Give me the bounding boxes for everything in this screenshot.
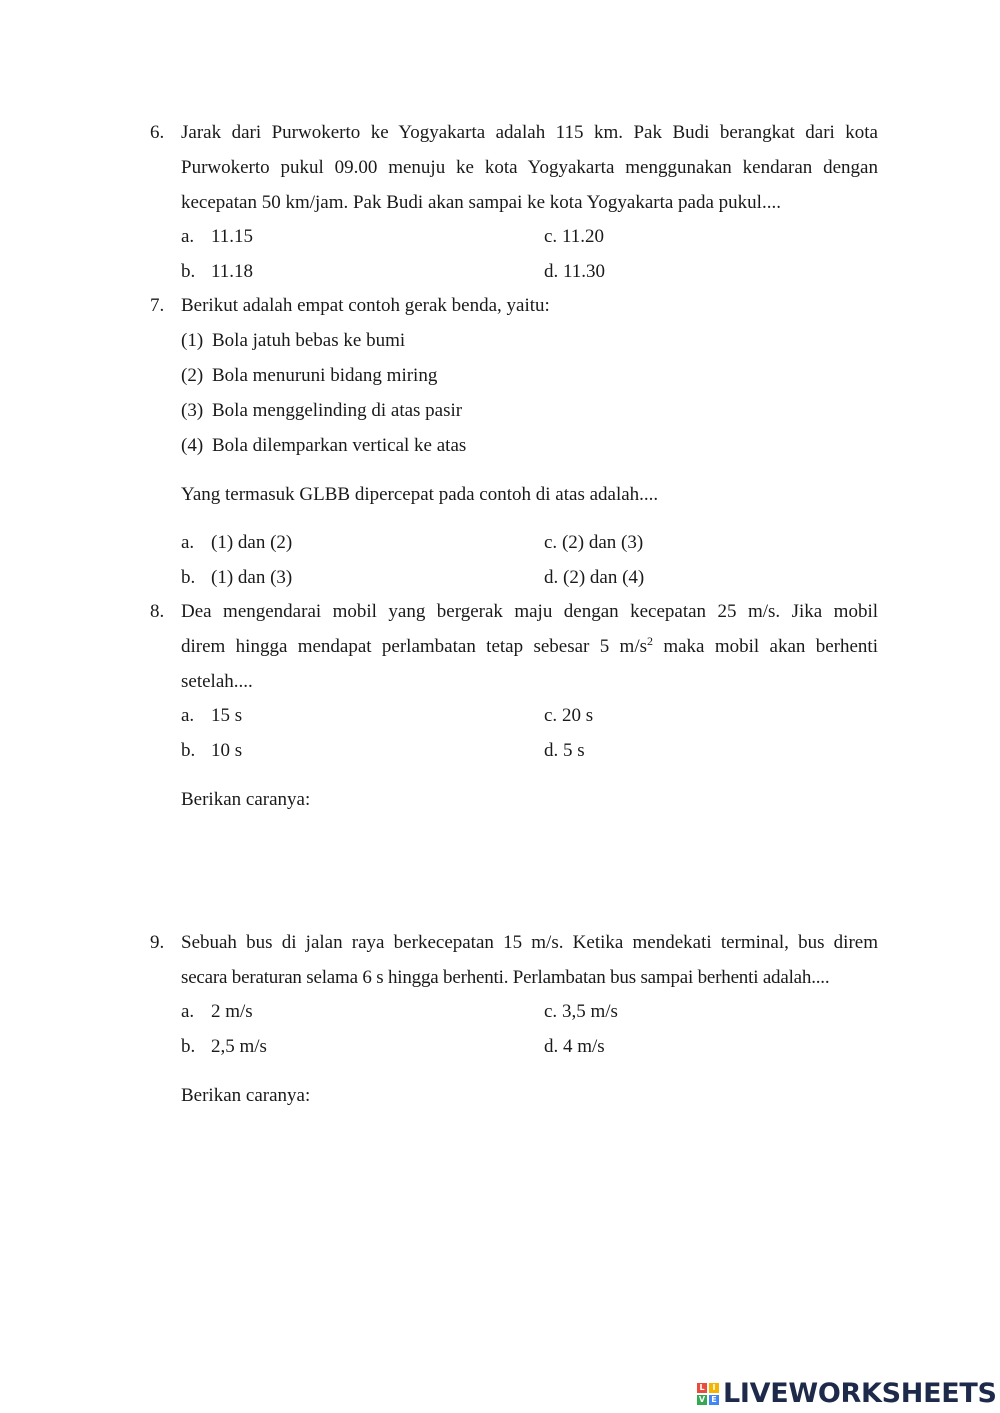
logo-cell: V [698, 1395, 706, 1404]
option-c[interactable]: c. 3,5 m/s [544, 1001, 618, 1022]
option-row [181, 1030, 878, 1065]
option-d[interactable]: d. 5 s [544, 739, 585, 761]
question-8 [150, 594, 878, 917]
question-text-line: Berikut adalah empat contoh gerak benda, yaitu: [181, 295, 550, 316]
question-number: 7. [150, 295, 165, 316]
option-row [181, 734, 878, 769]
question-text-line: Dea mengendarai mobil yang bergerak maju dengan kecepatan 25 m/s. Jika mobil [181, 601, 878, 622]
logo-cell: I [709, 1383, 719, 1393]
logo-cell: E [709, 1395, 719, 1405]
option-a[interactable]: a. 15 s [181, 705, 243, 726]
option-row [181, 220, 878, 255]
option-c[interactable]: c. (2) dan (3) [544, 532, 644, 553]
question-6 [150, 115, 878, 289]
list-item: (3) Bola menggelinding di atas pasir [181, 400, 463, 421]
option-c[interactable]: c. 11.20 [544, 226, 604, 247]
work-label: Berikan caranya: [181, 789, 311, 810]
question-text-line: kecepatan 50 km/jam. Pak Budi akan sampai ke kota Yogyakarta pada pukul.... [181, 192, 781, 213]
question-7 [150, 288, 878, 595]
option-c[interactable]: c. 20 s [544, 705, 594, 726]
option-a[interactable]: a. 2 m/s [181, 1001, 253, 1022]
option-a[interactable]: a. (1) dan (2) [181, 532, 293, 553]
question-9 [150, 925, 878, 1313]
logo-cell: L [697, 1383, 707, 1393]
option-a[interactable]: a. 11.15 [181, 226, 254, 247]
answer-area[interactable] [181, 1113, 878, 1313]
brand-text: LIVEWORKSHEETS [723, 1378, 997, 1409]
option-d[interactable]: d. (2) dan (4) [544, 566, 645, 588]
question-number: 9. [150, 932, 165, 953]
question-text-line: Sebuah bus di jalan raya berkecepatan 15 m/s. Ketika mendekati terminal, bus direm [181, 932, 878, 953]
question-text-line: Purwokerto pukul 09.00 menuju ke kota Yogyakarta menggunakan kendaran dengan [181, 157, 878, 178]
option-b[interactable]: b. 10 s [181, 739, 243, 761]
option-row [181, 526, 878, 561]
question-text-line: direm hingga mendapat perlambatan tetap sebesar 5 $m/s^2$ maka mobil akan berhenti [181, 634, 878, 657]
option-b[interactable]: b. (1) dan (3) [181, 566, 293, 588]
question-number: 8. [150, 601, 165, 622]
question-prompt: Yang termasuk GLBB dipercepat pada contoh di atas adalah.... [181, 484, 659, 505]
answer-area[interactable] [181, 817, 878, 917]
option-row [181, 995, 878, 1030]
option-b[interactable]: b. 2,5 m/s [181, 1035, 267, 1057]
option-d[interactable]: d. 4 m/s [544, 1035, 605, 1057]
option-row [181, 699, 878, 734]
list-item: (1) Bola jatuh bebas ke bumi [181, 330, 406, 351]
list-item: (4) Bola dilemparkan vertical ke atas [181, 435, 467, 456]
option-row [181, 561, 878, 596]
option-b[interactable]: b. 11.18 [181, 260, 254, 282]
list-item: (2) Bola menuruni bidang miring [181, 365, 438, 386]
question-text-line: secara beraturan selama 6 s hingga berhenti. Perlambatan bus sampai berhenti adalah.... [181, 967, 830, 988]
question-text-line: Jarak dari Purwokerto ke Yogyakarta adalah 115 km. Pak Budi berangkat dari kota [181, 122, 878, 143]
liveworksheets-brand[interactable] [697, 1377, 997, 1411]
option-d[interactable]: d. 11.30 [544, 260, 606, 282]
liveworksheets-logo-icon [697, 1383, 719, 1405]
question-number: 6. [150, 122, 165, 143]
work-label: Berikan caranya: [181, 1085, 311, 1106]
option-row [181, 255, 878, 290]
question-text-line: setelah.... [181, 671, 253, 692]
